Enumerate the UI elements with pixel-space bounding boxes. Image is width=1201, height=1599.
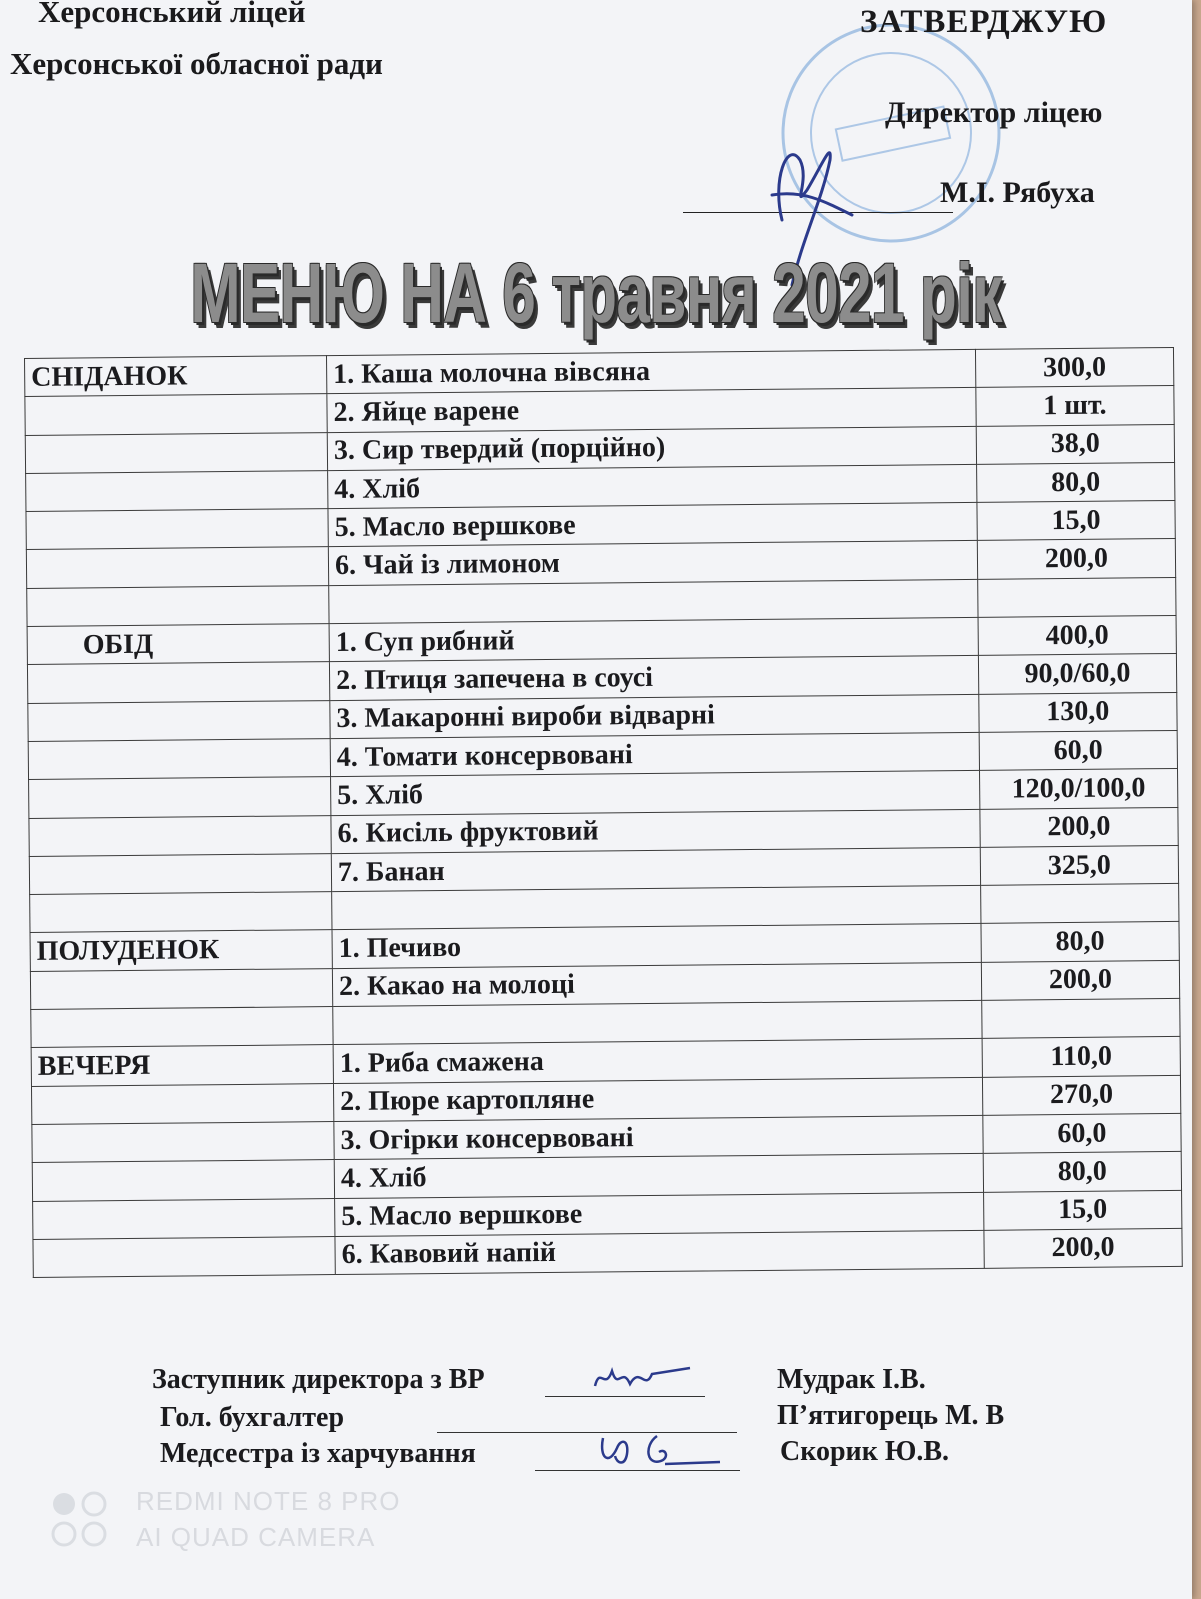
school-name-line1: Херсонський ліцей <box>38 0 306 29</box>
dish-quantity: 200,0 <box>984 1228 1183 1268</box>
dish-quantity: 60,0 <box>979 730 1178 770</box>
dish-name: 5. Масло вершкове <box>328 503 977 548</box>
dish-quantity: 110,0 <box>982 1037 1181 1077</box>
dish-name: 2. Яйце варене <box>327 388 976 433</box>
dish-quantity: 15,0 <box>977 501 1176 541</box>
meal-cell <box>32 1121 334 1162</box>
watermark-camera: AI QUAD CAMERA <box>136 1522 376 1552</box>
dish-name: 1. Суп рибний <box>329 617 978 662</box>
dish-quantity: 38,0 <box>976 424 1175 464</box>
dish-name: 2. Птиця запечена в соусі <box>329 656 978 701</box>
meal-cell <box>28 700 330 741</box>
meal-cell <box>33 1198 335 1239</box>
meal-cell <box>32 1160 334 1201</box>
director-title: Директор ліцею <box>885 96 1103 129</box>
nurse-signature-icon <box>595 1428 725 1470</box>
meal-cell <box>30 968 332 1009</box>
menu-table <box>24 347 1183 1278</box>
director-name: М.І. Рябуха <box>940 176 1095 209</box>
meal-cell <box>33 1236 335 1277</box>
deputy-title: Заступник директора з ВР <box>152 1364 485 1395</box>
dish-name: 1. Каша молочна вівсяна <box>326 349 975 394</box>
dish-name: 2. Пюре картопляне <box>333 1077 982 1122</box>
dish-quantity: 80,0 <box>981 922 1180 962</box>
dish-name: 4. Томати консервовані <box>330 732 979 777</box>
menu-title: МЕНЮ НА 6 травня 2021 рік <box>190 246 1002 340</box>
dish-name: 3. Макаронні вироби відварні <box>330 694 979 739</box>
meal-cell <box>31 1083 333 1124</box>
dish-quantity: 90,0/60,0 <box>978 654 1177 694</box>
dish-name: 4. Хліб <box>334 1154 983 1199</box>
watermark-model: REDMI NOTE 8 PRO <box>136 1486 401 1516</box>
meal-label-snack: ПОЛУДЕНОК <box>30 930 332 971</box>
dish-name: 1. Печиво <box>332 924 981 969</box>
meal-cell <box>28 739 330 780</box>
dish-quantity: 400,0 <box>978 616 1177 656</box>
dish-name: 3. Огірки консервовані <box>334 1115 983 1160</box>
meal-cell <box>26 470 328 511</box>
dish-quantity: 60,0 <box>983 1113 1182 1153</box>
dish-name: 5. Масло вершкове <box>335 1192 984 1237</box>
meal-label-lunch: ОБІД <box>27 624 329 665</box>
dish-quantity: 270,0 <box>982 1075 1181 1115</box>
meal-label-breakfast: СНІДАНОК <box>25 356 327 397</box>
nurse-signature-line <box>535 1470 740 1471</box>
dish-quantity: 200,0 <box>977 539 1176 579</box>
dish-quantity: 80,0 <box>976 462 1175 502</box>
dish-name: 3. Сир твердий (порційно) <box>327 426 976 471</box>
school-name-line2: Херсонської обласної ради <box>10 46 383 81</box>
meal-cell <box>27 662 329 703</box>
meal-cell <box>25 394 327 435</box>
meal-cell <box>29 853 331 894</box>
accountant-name: П’ятигорець М. В <box>777 1400 1005 1431</box>
dish-name: 1. Риба смажена <box>333 1039 982 1084</box>
meal-label-dinner: ВЕЧЕРЯ <box>31 1045 333 1086</box>
dish-name: 6. Кавовий напій <box>335 1230 984 1275</box>
dish-name: 7. Банан <box>331 847 980 892</box>
meal-cell <box>29 777 331 818</box>
meal-cell <box>25 432 327 473</box>
dish-quantity: 300,0 <box>975 347 1174 387</box>
dish-name: 6. Чай із лимоном <box>328 541 977 586</box>
deputy-signature-line <box>545 1396 705 1397</box>
dish-name: 6. Кисіль фруктовий <box>331 809 980 854</box>
approve-label: ЗАТВЕРДЖУЮ <box>860 4 1108 40</box>
accountant-title: Гол. бухгалтер <box>160 1402 345 1433</box>
nurse-name: Скорик Ю.В. <box>780 1436 950 1467</box>
dish-quantity: 120,0/100,0 <box>979 769 1178 809</box>
dish-name: 2. Какао на молоці <box>332 962 981 1007</box>
meal-cell <box>29 815 331 856</box>
dish-quantity: 130,0 <box>979 692 1178 732</box>
meal-cell <box>26 547 328 588</box>
nurse-title: Медсестра із харчування <box>160 1438 476 1469</box>
dish-quantity: 325,0 <box>980 845 1179 885</box>
meal-cell <box>26 509 328 550</box>
camera-lens-icon <box>50 1490 110 1550</box>
deputy-name: Мудрак І.В. <box>777 1364 926 1395</box>
dish-quantity: 15,0 <box>983 1190 1182 1230</box>
dish-quantity: 1 шт. <box>976 386 1175 426</box>
dish-quantity: 200,0 <box>980 807 1179 847</box>
dish-name: 5. Хліб <box>331 771 980 816</box>
dish-name: 4. Хліб <box>328 464 977 509</box>
dish-quantity: 200,0 <box>981 960 1180 1000</box>
dish-quantity: 80,0 <box>983 1152 1182 1192</box>
deputy-signature-icon <box>590 1356 700 1396</box>
